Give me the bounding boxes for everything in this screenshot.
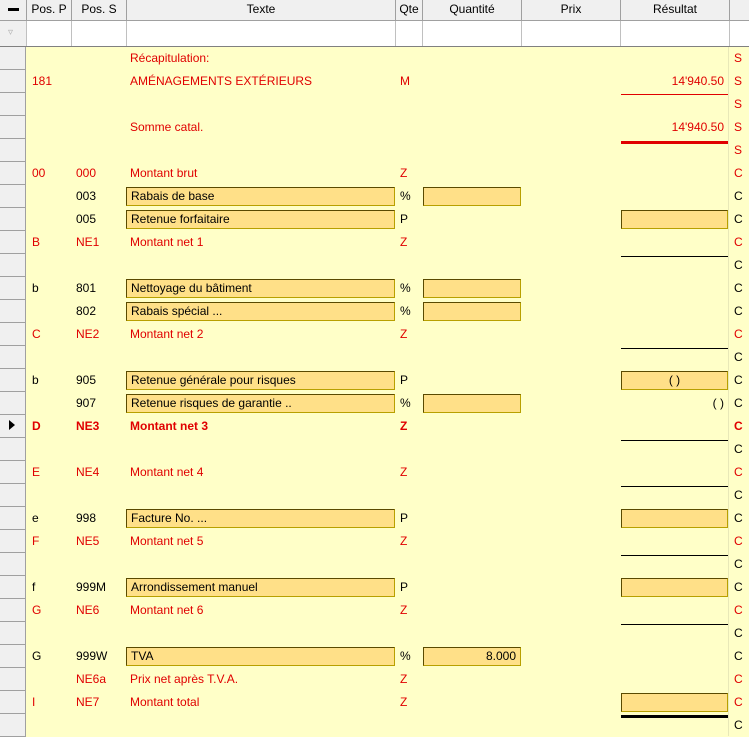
filter-funnel-icon: ▿ xyxy=(8,27,14,38)
cell-qte[interactable]: % xyxy=(400,281,411,295)
cell-flag[interactable]: C xyxy=(734,304,743,318)
cell-resultat[interactable] xyxy=(621,254,724,277)
cell-flag[interactable]: S xyxy=(734,120,743,134)
cell-pos-s[interactable]: 998 xyxy=(76,511,97,525)
cell-qte[interactable]: P xyxy=(400,212,409,226)
row-selector[interactable] xyxy=(0,461,26,484)
row-selector[interactable] xyxy=(0,300,26,323)
cell-texte[interactable]: Montant net 4 xyxy=(130,465,204,479)
row-selector[interactable] xyxy=(0,668,26,691)
cell-texte-input[interactable]: Facture No. ... xyxy=(126,509,395,528)
cell-pos-p[interactable]: C xyxy=(32,327,41,341)
cell-texte[interactable]: Montant net 2 xyxy=(130,327,204,341)
cell-qte[interactable]: Z xyxy=(400,465,408,479)
cell-texte-input[interactable]: Rabais de base xyxy=(126,187,395,206)
cell-pos-s[interactable]: 005 xyxy=(76,212,97,226)
row-selector[interactable] xyxy=(0,70,26,93)
cell-flag[interactable]: C xyxy=(734,419,743,433)
cell-flag[interactable]: C xyxy=(734,258,743,272)
header-flag[interactable] xyxy=(730,0,749,20)
cell-flag[interactable]: C xyxy=(734,166,743,180)
cell-resultat[interactable] xyxy=(621,438,724,461)
cell-flag[interactable]: C xyxy=(734,189,743,203)
cell-flag[interactable]: C xyxy=(734,212,743,226)
cell-pos-s[interactable]: 999W xyxy=(76,649,108,663)
cell-flag[interactable]: C xyxy=(734,373,743,387)
cell-resultat[interactable] xyxy=(621,461,724,484)
row-selector[interactable] xyxy=(0,185,26,208)
cell-pos-s[interactable]: NE7 xyxy=(76,695,100,709)
cell-flag[interactable]: S xyxy=(734,97,743,111)
cell-pos-s[interactable]: 000 xyxy=(76,166,97,180)
cell-resultat[interactable] xyxy=(621,323,724,346)
table-row[interactable] xyxy=(0,93,749,116)
column-header xyxy=(0,0,749,21)
table-row[interactable] xyxy=(0,208,749,231)
header-quantite[interactable]: Quantité xyxy=(423,0,522,20)
header-menu-button[interactable] xyxy=(0,0,27,20)
table-row[interactable] xyxy=(0,116,749,139)
cell-texte-input[interactable]: Retenue générale pour risques xyxy=(126,371,395,390)
table-row[interactable] xyxy=(0,461,749,484)
row-selector[interactable] xyxy=(0,162,26,185)
cell-resultat[interactable] xyxy=(621,484,724,507)
current-row-arrow-icon xyxy=(9,420,15,430)
cell-quantite-input[interactable] xyxy=(423,302,521,321)
result-underline xyxy=(621,94,728,95)
cell-pos-s[interactable]: NE6 xyxy=(76,603,100,617)
cell-flag[interactable]: S xyxy=(734,74,743,88)
header-pos-p[interactable]: Pos. P xyxy=(27,0,72,20)
table-row[interactable] xyxy=(0,415,749,438)
cell-pos-p[interactable]: b xyxy=(32,373,39,387)
cell-flag[interactable]: C xyxy=(734,396,743,410)
cell-resultat[interactable]: 14'940.50 xyxy=(671,120,724,134)
header-pos-s[interactable]: Pos. S xyxy=(72,0,127,20)
table-row[interactable] xyxy=(0,484,749,507)
cell-quantite-input[interactable]: 8.000 xyxy=(423,647,521,666)
cell-resultat[interactable] xyxy=(621,231,724,254)
row-selector[interactable] xyxy=(0,392,26,415)
cell-texte[interactable]: Montant total xyxy=(130,695,200,709)
cell-qte[interactable]: Z xyxy=(400,603,408,617)
cell-flag[interactable]: C xyxy=(734,327,743,341)
cell-pos-p[interactable]: D xyxy=(32,419,41,433)
table-row[interactable] xyxy=(0,668,749,691)
cell-flag[interactable]: C xyxy=(734,580,743,594)
cell-pos-s[interactable]: NE5 xyxy=(76,534,100,548)
table-row[interactable] xyxy=(0,70,749,93)
cell-flag[interactable]: C xyxy=(734,235,743,249)
filter-resultat[interactable] xyxy=(621,21,730,46)
row-selector[interactable] xyxy=(0,530,26,553)
header-resultat[interactable]: Résultat xyxy=(621,0,730,20)
cell-resultat-input[interactable]: ( ) xyxy=(621,371,728,390)
row-selector[interactable] xyxy=(0,714,26,737)
cell-quantite-input[interactable] xyxy=(423,394,521,413)
cell-pos-s[interactable]: 907 xyxy=(76,396,97,410)
cell-quantite-input[interactable] xyxy=(423,279,521,298)
table-row[interactable] xyxy=(0,645,749,668)
row-selector[interactable] xyxy=(0,553,26,576)
row-selector[interactable] xyxy=(0,599,26,622)
result-underline xyxy=(621,715,728,718)
result-underline xyxy=(621,348,728,349)
cell-pos-s[interactable]: 003 xyxy=(76,189,97,203)
cell-qte[interactable]: P xyxy=(400,511,409,525)
cell-pos-p[interactable]: b xyxy=(32,281,39,295)
filter-toggle[interactable] xyxy=(0,21,27,46)
cell-flag[interactable]: C xyxy=(734,488,743,502)
cell-qte[interactable]: M xyxy=(400,74,410,88)
table-row[interactable] xyxy=(0,576,749,599)
cell-flag[interactable]: C xyxy=(734,534,743,548)
cell-flag[interactable]: C xyxy=(734,281,743,295)
cell-pos-s[interactable]: NE4 xyxy=(76,465,100,479)
cell-resultat[interactable] xyxy=(621,162,724,185)
cell-texte[interactable]: Somme catal. xyxy=(130,120,204,134)
cell-pos-p[interactable]: f xyxy=(32,580,36,594)
table-row[interactable] xyxy=(0,47,749,70)
cell-flag[interactable]: C xyxy=(734,672,743,686)
cell-texte-input[interactable]: Retenue forfaitaire xyxy=(126,210,395,229)
row-selector[interactable] xyxy=(0,93,26,116)
cell-qte[interactable]: Z xyxy=(400,672,408,686)
cell-pos-s[interactable]: 999M xyxy=(76,580,107,594)
cell-resultat[interactable] xyxy=(621,346,724,369)
row-selector[interactable] xyxy=(0,47,26,70)
cell-pos-p[interactable]: E xyxy=(32,465,41,479)
minus-icon xyxy=(8,8,19,11)
result-underline xyxy=(621,555,728,556)
cell-flag[interactable]: C xyxy=(734,695,743,709)
table-row[interactable] xyxy=(0,300,749,323)
cell-texte[interactable]: Montant brut xyxy=(130,166,198,180)
cell-pos-s[interactable]: 802 xyxy=(76,304,97,318)
cell-qte[interactable]: Z xyxy=(400,235,408,249)
row-selector[interactable] xyxy=(0,116,26,139)
table-row[interactable] xyxy=(0,369,749,392)
cell-pos-p[interactable]: e xyxy=(32,511,39,525)
row-selector[interactable] xyxy=(0,691,26,714)
header-texte[interactable]: Texte xyxy=(127,0,396,20)
cell-texte[interactable]: Récapitulation: xyxy=(130,51,210,65)
table-row[interactable] xyxy=(0,438,749,461)
cell-pos-p[interactable]: 181 xyxy=(32,74,53,88)
result-underline xyxy=(621,624,728,625)
table-row[interactable] xyxy=(0,346,749,369)
cell-texte-input[interactable]: Retenue risques de garantie .. xyxy=(126,394,395,413)
cell-resultat-input[interactable] xyxy=(621,210,728,229)
cell-qte[interactable]: P xyxy=(400,580,409,594)
table-row[interactable] xyxy=(0,553,749,576)
cell-resultat-input[interactable] xyxy=(621,693,728,712)
cell-qte[interactable]: Z xyxy=(400,419,408,433)
table-row[interactable] xyxy=(0,323,749,346)
cell-qte[interactable]: Z xyxy=(400,695,408,709)
cell-flag[interactable]: S xyxy=(734,143,743,157)
header-qte[interactable]: Qte xyxy=(396,0,423,20)
cell-flag[interactable]: C xyxy=(734,603,743,617)
cell-resultat[interactable] xyxy=(621,277,724,300)
cell-pos-s[interactable]: NE6a xyxy=(76,672,107,686)
filter-prix[interactable] xyxy=(522,21,621,46)
cell-texte[interactable]: Montant net 6 xyxy=(130,603,204,617)
table-row[interactable] xyxy=(0,691,749,714)
cell-pos-s[interactable]: 801 xyxy=(76,281,97,295)
table-row[interactable] xyxy=(0,231,749,254)
cell-resultat[interactable]: ( ) xyxy=(712,396,724,410)
cell-pos-s[interactable]: 905 xyxy=(76,373,97,387)
table-row[interactable] xyxy=(0,599,749,622)
row-selector[interactable] xyxy=(0,254,26,277)
cell-resultat[interactable] xyxy=(621,47,724,70)
table-row[interactable] xyxy=(0,507,749,530)
result-underline xyxy=(621,141,728,144)
row-selector[interactable] xyxy=(0,208,26,231)
row-selector[interactable] xyxy=(0,277,26,300)
table-row[interactable] xyxy=(0,392,749,415)
cell-texte[interactable]: Montant net 5 xyxy=(130,534,204,548)
row-selector[interactable] xyxy=(0,346,26,369)
cell-pos-p[interactable]: B xyxy=(32,235,41,249)
row-selector[interactable] xyxy=(0,576,26,599)
cell-resultat[interactable] xyxy=(621,622,724,645)
cell-pos-p[interactable]: G xyxy=(32,603,42,617)
result-underline xyxy=(621,440,728,441)
cell-resultat[interactable]: 14'940.50 xyxy=(671,74,724,88)
filter-quantite[interactable] xyxy=(423,21,522,46)
cell-resultat[interactable] xyxy=(621,668,724,691)
cell-resultat[interactable] xyxy=(621,415,724,438)
cell-texte[interactable]: Montant net 3 xyxy=(130,419,208,433)
cell-resultat[interactable] xyxy=(621,185,724,208)
cell-qte[interactable]: % xyxy=(400,649,411,663)
row-selector[interactable] xyxy=(0,139,26,162)
cell-flag[interactable]: C xyxy=(734,350,743,364)
cell-pos-p[interactable]: I xyxy=(32,695,36,709)
table-row[interactable] xyxy=(0,185,749,208)
cell-resultat-input[interactable] xyxy=(621,509,728,528)
filter-qte[interactable] xyxy=(396,21,423,46)
cell-pos-s[interactable]: NE3 xyxy=(76,419,100,433)
cell-qte[interactable]: Z xyxy=(400,534,408,548)
cell-resultat[interactable] xyxy=(621,93,724,116)
cell-pos-p[interactable]: 00 xyxy=(32,166,46,180)
table-row[interactable] xyxy=(0,530,749,553)
cell-texte[interactable]: Montant net 1 xyxy=(130,235,204,249)
cell-resultat[interactable] xyxy=(621,300,724,323)
row-selector[interactable] xyxy=(0,484,26,507)
cell-texte-input[interactable]: Arrondissement manuel xyxy=(126,578,395,597)
table-row[interactable] xyxy=(0,254,749,277)
cell-flag[interactable]: C xyxy=(734,649,743,663)
row-selector[interactable] xyxy=(0,323,26,346)
row-selector[interactable] xyxy=(0,438,26,461)
result-underline xyxy=(621,486,728,487)
cell-resultat-input[interactable] xyxy=(621,578,728,597)
filter-flag[interactable] xyxy=(730,21,749,46)
cell-flag[interactable]: C xyxy=(734,511,743,525)
table-row[interactable] xyxy=(0,162,749,185)
table-row[interactable] xyxy=(0,277,749,300)
cell-resultat[interactable] xyxy=(621,553,724,576)
row-selector[interactable] xyxy=(0,622,26,645)
cell-resultat[interactable] xyxy=(621,645,724,668)
cell-texte-input[interactable]: Nettoyage du bâtiment xyxy=(126,279,395,298)
cell-pos-s[interactable]: NE2 xyxy=(76,327,100,341)
cell-qte[interactable]: Z xyxy=(400,166,408,180)
cell-flag[interactable]: S xyxy=(734,51,743,65)
cell-flag[interactable]: C xyxy=(734,557,743,571)
table-row[interactable] xyxy=(0,622,749,645)
row-selector[interactable] xyxy=(0,231,26,254)
filter-pos-s[interactable] xyxy=(72,21,127,46)
result-underline xyxy=(621,256,728,257)
row-selector[interactable] xyxy=(0,507,26,530)
cell-qte[interactable]: % xyxy=(400,396,411,410)
header-prix[interactable]: Prix xyxy=(522,0,621,20)
cell-texte[interactable]: Prix net après T.V.A. xyxy=(130,672,239,686)
row-selector[interactable] xyxy=(0,645,26,668)
cell-qte[interactable]: P xyxy=(400,373,409,387)
cell-resultat[interactable] xyxy=(621,599,724,622)
cell-qte[interactable]: % xyxy=(400,304,411,318)
cell-flag[interactable]: C xyxy=(734,626,743,640)
cell-flag[interactable]: C xyxy=(734,442,743,456)
filter-pos-p[interactable] xyxy=(27,21,72,46)
cell-pos-p[interactable]: F xyxy=(32,534,40,548)
filter-texte[interactable] xyxy=(127,21,396,46)
filter-row xyxy=(0,21,749,47)
cell-qte[interactable]: % xyxy=(400,189,411,203)
cell-resultat[interactable] xyxy=(621,530,724,553)
cell-flag[interactable]: C xyxy=(734,465,743,479)
cell-texte-input[interactable]: TVA xyxy=(126,647,395,666)
cell-texte[interactable]: AMÉNAGEMENTS EXTÉRIEURS xyxy=(130,74,313,88)
cell-qte[interactable]: Z xyxy=(400,327,408,341)
cell-pos-s[interactable]: NE1 xyxy=(76,235,100,249)
cell-pos-p[interactable]: G xyxy=(32,649,42,663)
cell-quantite-input[interactable] xyxy=(423,187,521,206)
row-selector[interactable] xyxy=(0,369,26,392)
cell-flag[interactable]: C xyxy=(734,718,743,732)
cell-texte-input[interactable]: Rabais spécial ... xyxy=(126,302,395,321)
